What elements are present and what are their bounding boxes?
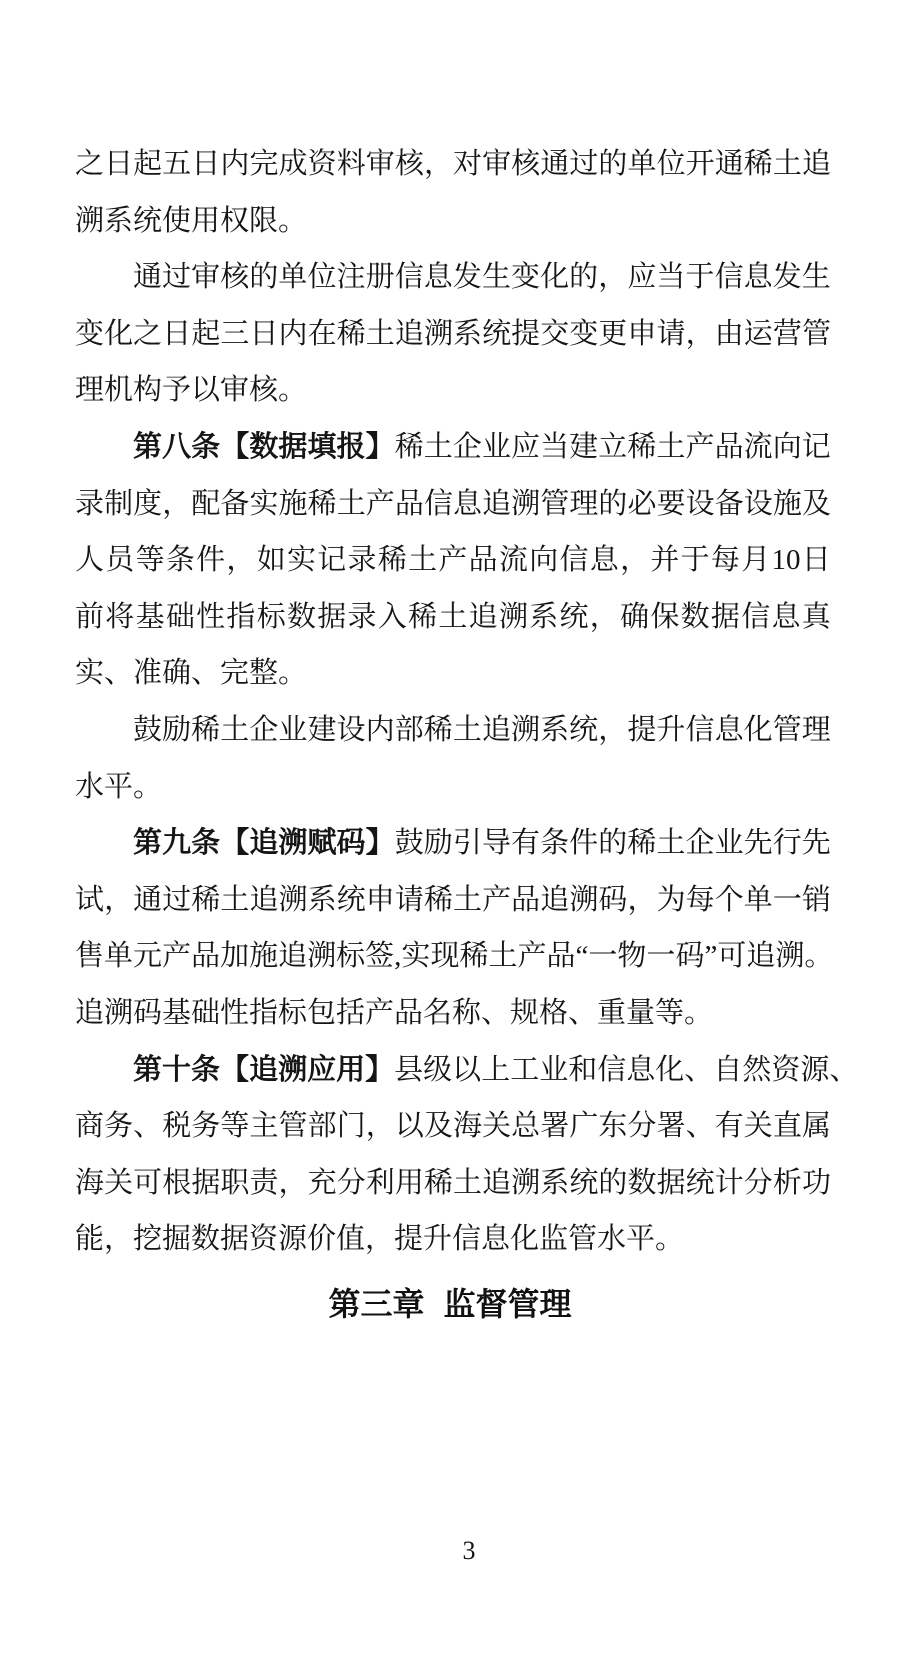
article-label-char: 第 bbox=[133, 430, 163, 463]
article-label-char: 第 bbox=[133, 827, 163, 860]
article-label-char: 追 bbox=[249, 827, 279, 860]
article-label-char: 十 bbox=[162, 1053, 192, 1086]
article-label-char: 八 bbox=[162, 430, 192, 463]
article-label-char: 据 bbox=[278, 430, 308, 463]
article-label-char: 条 bbox=[191, 430, 221, 463]
article-label-char: 应 bbox=[307, 1053, 337, 1086]
article-label-char: 数 bbox=[249, 430, 279, 463]
text-line: 录 制 度 ， 配 备 实 施 稀 土 产 品 信 息 追 溯 管 理 的 必 要 设 备 设 施 及 bbox=[75, 487, 831, 520]
article-opening-line: 第 九 条 【 追 溯 赋 码 】 鼓 励 引 导 有 条 件 的 稀 土 企 业 先 行 先 bbox=[75, 815, 831, 872]
article-label-char: 】 bbox=[365, 827, 395, 860]
text-line: 追溯码基础性指标包括产品名称、规格、重量等。 bbox=[75, 996, 714, 1029]
text-line: 售 单 元 产 品 加 施 追 溯 标 签 , 实 现 稀 土 产 品 “ 一 物 一 码 ” 可 追 溯 。 bbox=[75, 940, 834, 973]
article-label-char: 条 bbox=[191, 1053, 221, 1086]
article-label-char: 报 bbox=[336, 430, 366, 463]
text-line: 水平。 bbox=[75, 770, 163, 803]
text-line: 之 日 起 五 日 内 完 成 资 料 审 核 ， 对 审 核 通 过 的 单 位 开 通 稀 土 追 bbox=[75, 148, 831, 180]
article-label-char: 赋 bbox=[307, 827, 337, 860]
document-lines bbox=[75, 136, 859, 1268]
article-opening-line: 第 十 条 【 追 溯 应 用 】 县 级 以 上 工 业 和 信 息 化 、 自 然 资 源 、 bbox=[75, 1042, 831, 1099]
article-label-char: 【 bbox=[220, 430, 250, 463]
article-label-char: 【 bbox=[220, 1053, 250, 1086]
article-label-char: 填 bbox=[307, 430, 337, 463]
text-line: 能，挖掘数据资源价值，提升信息化监管水平。 bbox=[75, 1223, 685, 1256]
text-line: 通 过 审 核 的 单 位 注 册 信 息 发 生 变 化 的 ， 应 当 于 信 息 发 生 bbox=[133, 261, 831, 294]
article-label-char: 溯 bbox=[278, 827, 308, 860]
text-line: 溯系统使用权限。 bbox=[75, 204, 308, 237]
article-label-char: 溯 bbox=[278, 1053, 308, 1086]
page-number: 3 bbox=[462, 1536, 476, 1565]
chapter-heading: 第三章 监督管理 bbox=[328, 1285, 572, 1322]
article-label-char: 用 bbox=[336, 1053, 366, 1086]
article-label-char: 第 bbox=[133, 1053, 163, 1086]
article-label-char: 追 bbox=[249, 1053, 279, 1086]
text-line: 鼓 励 稀 土 企 业 建 设 内 部 稀 土 追 溯 系 统 ， 提 升 信 息 化 管 理 bbox=[133, 713, 831, 746]
text-line: 人 员 等 条 件 ， 如 实 记 录 稀 土 产 品 流 向 信 息 ， 并 于 每 月 10 日 bbox=[75, 544, 831, 577]
text-line: 试 ， 通 过 稀 土 追 溯 系 统 申 请 稀 土 产 品 追 溯 码 ， 为 每 个 单 一 销 bbox=[75, 883, 831, 916]
text-line: 实、准确、完整。 bbox=[75, 657, 308, 690]
text-line: 海 关 可 根 据 职 责 ， 充 分 利 用 稀 土 追 溯 系 统 的 数 据 统 计 分 析 功 bbox=[75, 1166, 831, 1199]
article-label-char: 】 bbox=[365, 1053, 395, 1086]
article-label-char: 【 bbox=[220, 827, 250, 860]
text-line: 变 化 之 日 起 三 日 内 在 稀 土 追 溯 系 统 提 交 变 更 申 请 ， 由 运 营 管 bbox=[75, 317, 831, 350]
text-line: 商 务 、 税 务 等 主 管 部 门 ， 以 及 海 关 总 署 广 东 分 署 、 有 关 直 属 bbox=[75, 1110, 831, 1143]
text-line: 前 将 基 础 性 指 标 数 据 录 入 稀 土 追 溯 系 统 ， 确 保 数 据 信 息 真 bbox=[75, 600, 831, 633]
article-label-char: 】 bbox=[365, 430, 395, 463]
text-line: 理机构予以审核。 bbox=[75, 374, 308, 407]
article-label-char: 条 bbox=[191, 827, 221, 860]
article-label-char: 九 bbox=[162, 827, 192, 860]
article-label-char: 码 bbox=[336, 827, 366, 860]
document-page bbox=[0, 136, 900, 1565]
article-opening-line: 第 八 条 【 数 据 填 报 】 稀 土 企 业 应 当 建 立 稀 土 产 品 流 向 记 bbox=[75, 419, 831, 476]
